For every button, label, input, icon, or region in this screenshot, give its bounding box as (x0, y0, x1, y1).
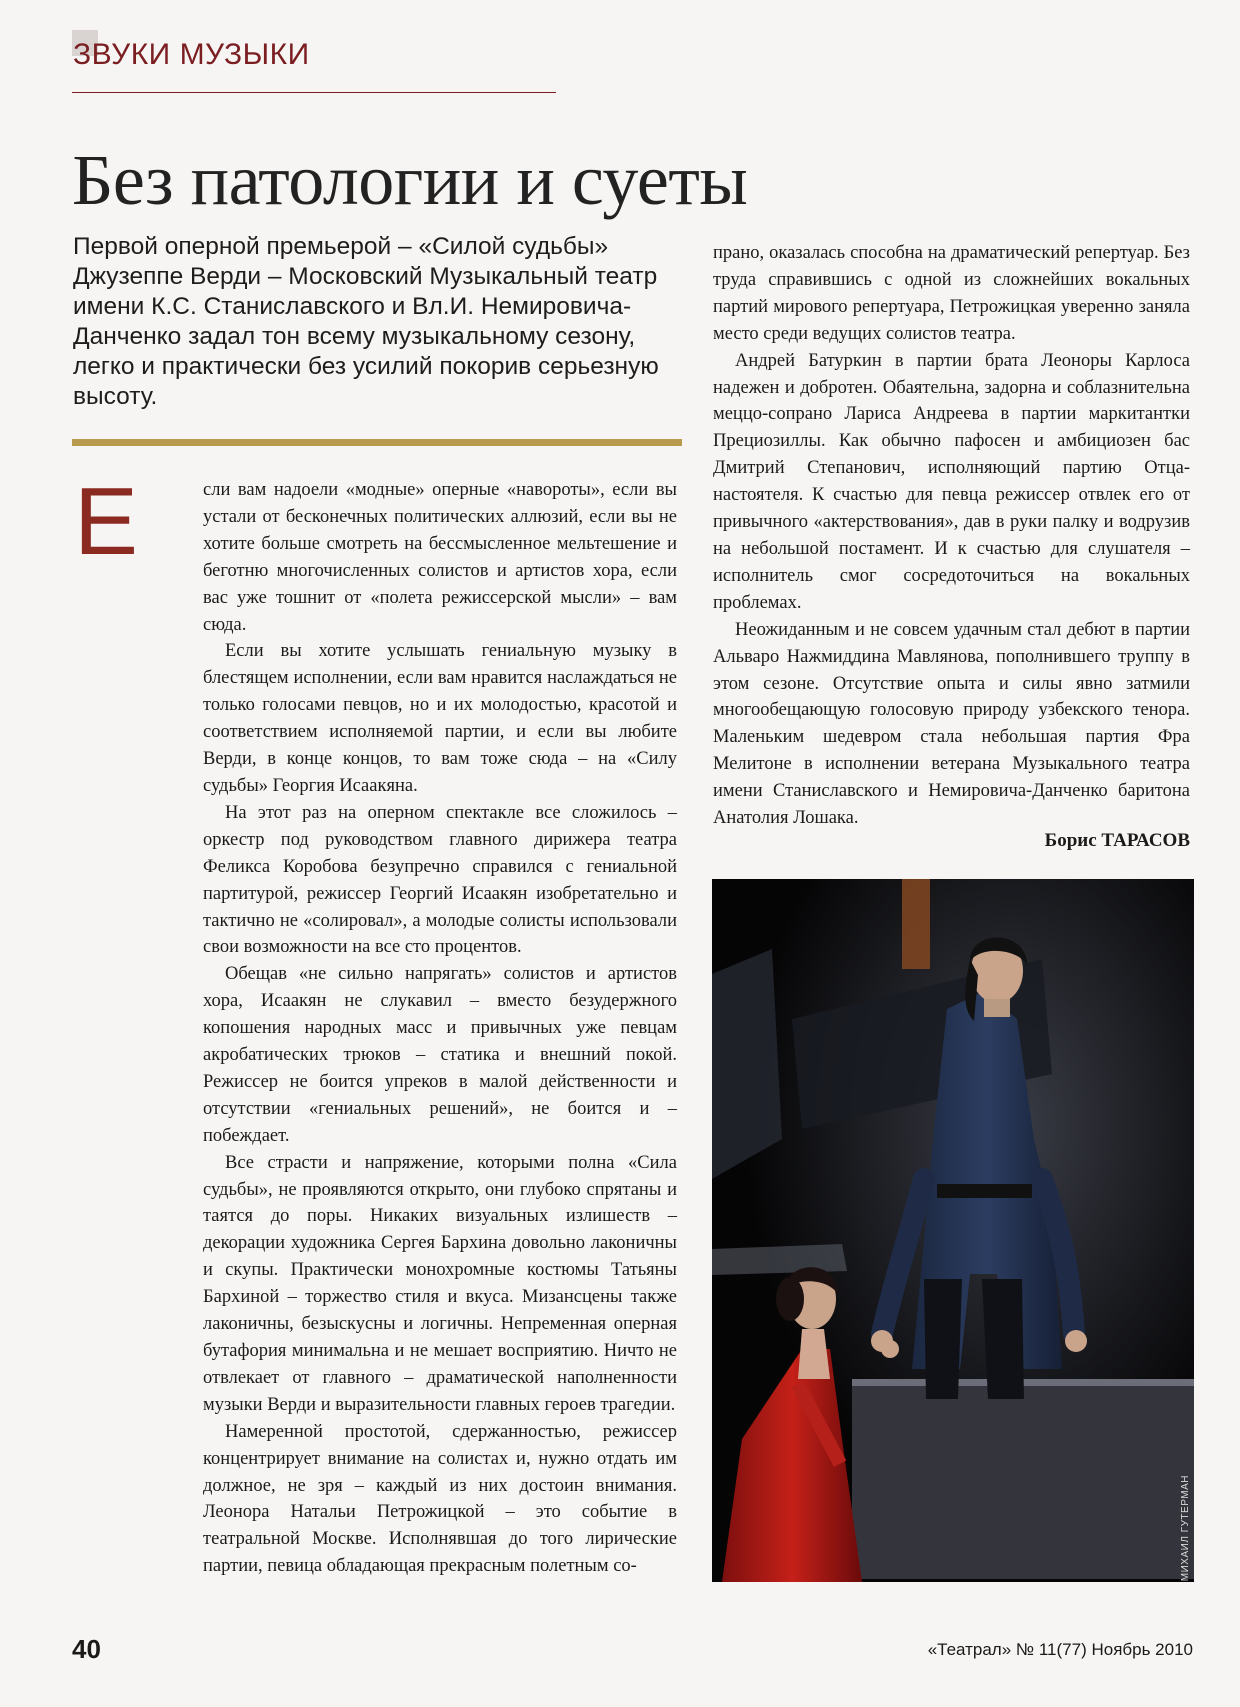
article-paragraph-2: Если вы хотите услышать гениальную музыку в блестящем исполнении, если вам нравится наслаждаться не только голосами певцов, но и их молодостью, красотой и соответствием исполняемой партии, и если вы любите Верди, в конце концов, то вам тоже сюда – на «Силу судьбы» Георгия Исаакяна. (203, 641, 677, 796)
author-byline: Борис ТАРАСОВ (1044, 830, 1190, 851)
article-paragraph-8: Неожиданным и не совсем удачным стал дебют в партии Альваро Нажмиддина Мавлянова, пополнившего труппу в этом сезоне. Отсутствие опыта и силы явно затмили многообещающую голосовую природу узбекского тенора. Маленьким шедевром стала небольшая партия Фра Мелитоне в исполнении ветерана Музыкального театра имени Станиславского и Немировича-Данченко баритона Анатолия Лошака. (713, 619, 1190, 829)
article-paragraph-1: Е сли вам надоели «модные» оперные «навороты», если вы устали от бесконечных политических аллюзий, если вы не хотите больше смотреть на бессмысленное мельтешение и беготню многочисленных солистов и артистов хора, если вас уже тошнит от «полета режиссерской мысли» – вам сюда. (74, 468, 677, 635)
article-paragraph-5: Все страсти и напряжение, которыми полна «Сила судьбы», не проявляются открыто, они глубоко спрятаны и таятся до поры. Никаких визуальных излишеств – декорации художника Сергея Бархина довольно лаконичны и скупы. Практически монохромные костюмы Татьяны Бархиной – торжество стиля и вкуса. Мизансцены также лаконичны, безыскусны и логичны. Непременная оперная бутафория минимальна и не мешает восприятию. Ничто не отвлекает от главного – драматической наполненности музыки Верди и выразительности главных героев трагедии. (203, 1152, 677, 1415)
article-column-right (713, 240, 1190, 832)
article-paragraph-6-start: Намеренной простотой, сдержанностью, режиссер концентрирует внимание на солистах и, нужно отдать им должное, не зря – каждый из них достоин внимания. Леонора Натальи Петрожицкой – это событие в театральной Москве. Исполнявшая до того лирические партии, певица обладающая прекрасным полетным со- (203, 1421, 677, 1577)
article-paragraph-3: На этот раз на оперном спектакле все сложилось – оркестр под руководством главного дирижера театра Феликса Коробова безупречно справился с гениальной партитурой, режиссер Георгий Исаакян изобретательно и тактично не «солировал», а молодые солисты использовали свои возможности на все сто процентов. (203, 802, 677, 958)
issue-info: «Театрал» № 11(77) Ноябрь 2010 (927, 1640, 1193, 1659)
stage-photo-illustration (712, 879, 1194, 1582)
section-rubric: ЗВУКИ МУЗЫКИ (73, 38, 310, 71)
article-column-left (74, 468, 677, 1580)
article-lead: Первой оперной премьерой – «Силой судьбы» Джузеппе Верди – Московский Музыкальный театр имени К.С. Станиславского и Вл.И. Немировича-Данченко задал тон всему музыкальному сезону, легко и практически без усилий покорив серьезную высоту. (73, 233, 659, 410)
article-paragraph-6-end: прано, оказалась способна на драматический репертуар. Без труда справившись с одной из сложнейших вокальных партий мирового репертуара, Петрожицкая уверенно заняла место среди ведущих солистов театра. (713, 243, 1190, 344)
drop-cap: Е (74, 468, 139, 575)
page-number: 40 (72, 1634, 101, 1664)
article-paragraph-7: Андрей Батуркин в партии брата Леоноры Карлоса надежен и добротен. Обаятельна, задорна и соблазнительна меццо-сопрано Лариса Андреева в партии маркитантки Прециозиллы. Как обычно пафосен и амбициозен бас Дмитрий Степанович, исполняющий партию Отца-настоятеля. К счастью для певца режиссер отвлек его от привычного «актерствования», дав в руки палку и водрузив на небольшой постамент. И к счастью для слушателя – исполнитель смог сосредоточиться на вокальных проблемах. (713, 350, 1190, 613)
article-title: Без патологии и суеты (72, 140, 748, 220)
rubric-underline (72, 92, 556, 93)
lead-divider (72, 439, 682, 446)
photo-credit: МИХАИЛ ГУТЕРМАН (1180, 1475, 1191, 1582)
stage-photo (712, 879, 1194, 1582)
article-paragraph-4: Обещав «не сильно напрягать» солистов и артистов хора, Исаакян не слукавил – вместо безудержного копошения народных масс и привычных уже певцам акробатических трюков – статика и внешний покой. Режиссер не боится упреков в малой действенности и отсутствии «гениальных решений», не боится и – побеждает. (203, 964, 677, 1146)
